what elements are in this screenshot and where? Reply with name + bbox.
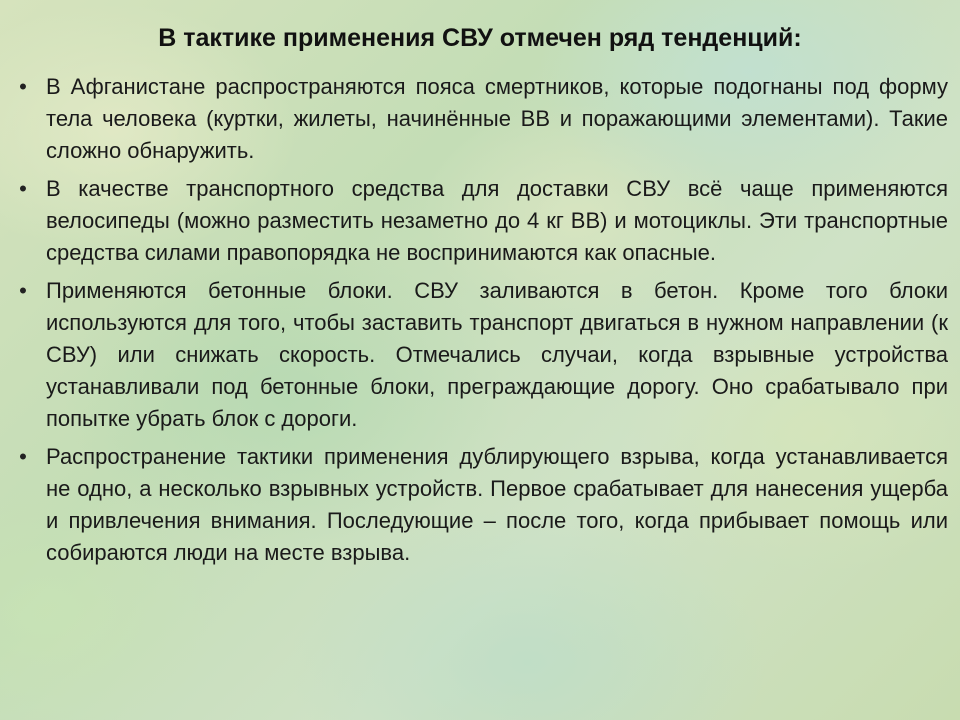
bullet-text: В Афганистане распространяются пояса смертников, которые подогнаны под форму тела человека (куртки, жилеты, начинённые ВВ и поражающими элементами). Такие сложно обнаружить. — [46, 74, 948, 163]
bullet-item — [14, 173, 948, 269]
bullet-text: Распространение тактики применения дублирующего взрыва, когда устанавливается не одно, а несколько взрывных устройств. Первое срабатывает для нанесения ущерба и привлечения внимания. Последующие – после того, когда прибывает помощь или собираются люди на месте взрыва. — [46, 444, 948, 565]
bullet-list — [14, 71, 948, 575]
bullet-text: Применяются бетонные блоки. СВУ заливаются в бетон. Кроме того блоки используются для того, чтобы заставить транспорт двигаться в нужном направлении (к СВУ) или снижать скорость. Отмечались случаи, когда взрывные устройства устанавливали под бетонные блоки, преграждающие дорогу. Оно срабатывало при попытке убрать блок с дороги. — [46, 278, 948, 431]
bullet-item — [14, 71, 948, 167]
bullet-dot-icon: • — [19, 444, 27, 469]
bullet-dot-icon: • — [19, 176, 27, 201]
slide-title: В тактике применения СВУ отмечен ряд тенденций: — [158, 24, 802, 52]
bullet-dot-icon: • — [19, 74, 27, 99]
bullet-dot-icon: • — [19, 278, 27, 303]
bullet-item — [14, 275, 948, 435]
bullet-item — [14, 441, 948, 569]
bullet-text: В качестве транспортного средства для доставки СВУ всё чаще применяются велосипеды (можно разместить незаметно до 4 кг ВВ) и мотоциклы. Эти транспортные средства силами правопорядка не воспринимаются как опасные. — [46, 176, 948, 265]
